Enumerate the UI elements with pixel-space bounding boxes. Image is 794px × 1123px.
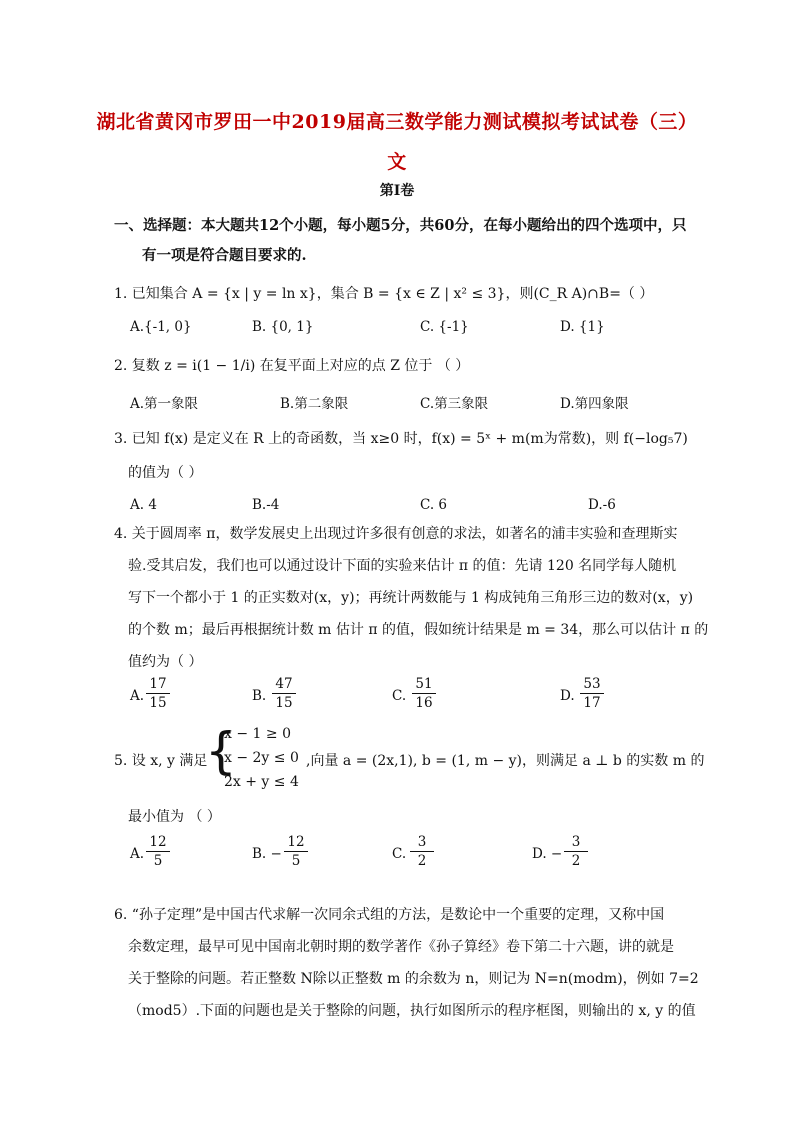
denominator: 15 (275, 695, 293, 711)
numerator: 12 (284, 834, 308, 852)
question-2-stem: 2. 复数 z = i(1 − 1/i) 在复平面上对应的点 Z 位于 （ ） (114, 358, 470, 374)
question-6-stem-line1: 6. “孙子定理”是中国古代求解一次同余式组的方法，是数论中一个重要的定理，又称中国 (114, 907, 665, 923)
question-6-stem-line4: （mod5）.下面的问题也是关于整除的问题，执行如图所示的程序框图，则输出的 x, y 的值 (128, 1003, 696, 1019)
question-2-option-c: C.第三象限 (420, 396, 489, 412)
question-5-option-c-label: C. (392, 846, 407, 862)
question-5-option-b-label: B. − (252, 846, 282, 862)
denominator: 15 (149, 695, 167, 711)
question-1-stem: 1. 已知集合 A = {x | y = ln x}，集合 B = {x ∈ Z | x² ≤ 3}，则(C_R A)∩B=（ ） (114, 286, 654, 302)
question-3-option-a: A. 4 (130, 497, 157, 513)
section-instructions-line2: 有一项是符合题目要求的. (142, 247, 307, 264)
numerator: 3 (564, 834, 588, 852)
question-5-option-c-fraction (410, 834, 434, 869)
question-2-option-d: D.第四象限 (560, 396, 629, 412)
question-4-stem-line5: 值约为（ ） (128, 654, 203, 670)
numerator: 51 (412, 676, 436, 694)
question-3-option-b: B.-4 (252, 497, 280, 513)
section-instructions-line1: 一、选择题：本大题共12个小题，每小题5分，共60分，在每小题给出的四个选项中，只 (114, 217, 687, 234)
numerator: 12 (146, 834, 170, 852)
question-5-stem: ,向量 a = (2x,1), b = (1, m − y)，则满足 a ⊥ b 的实数 m 的 (306, 753, 705, 769)
numerator: 53 (580, 676, 604, 694)
question-5-option-a-fraction (146, 834, 170, 869)
question-3-option-d: D.-6 (588, 497, 616, 513)
denominator: 5 (291, 853, 301, 869)
question-4-option-d-fraction (580, 676, 604, 711)
question-5-prefix: 5. 设 x, y 满足 (114, 753, 208, 769)
question-4-option-b-fraction (272, 676, 296, 711)
question-3-stem-line1: 3. 已知 f(x) 是定义在 R 上的奇函数，当 x≥0 时，f(x) = 5ˣ + m(m为常数)，则 f(−log₅7) (114, 431, 688, 447)
numerator: 17 (146, 676, 170, 694)
question-5-stem-line2: 最小值为 （ ） (128, 809, 221, 825)
denominator: 2 (417, 853, 427, 869)
question-1-option-d: D. {1} (560, 319, 605, 335)
constraint-2: x − 2y ≤ 0 (224, 750, 299, 766)
question-1-option-a: A.{-1, 0} (130, 319, 192, 335)
question-4-stem-line2: 验.受其启发，我们也可以通过设计下面的实验来估计 π 的值：先请 120 名同学每人随机 (128, 558, 677, 574)
question-5-option-d-fraction (564, 834, 588, 869)
question-4-option-a-label: A. (130, 688, 145, 704)
question-5-option-d-label: D. − (532, 846, 563, 862)
question-1-option-c: C. {-1} (420, 319, 469, 335)
question-4-option-b-label: B. (252, 688, 267, 704)
question-4-stem-line4: 的个数 m；最后再根据统计数 m 估计 π 的值，假如统计结果是 m = 34，那么可以估计 π 的 (128, 622, 709, 638)
question-5-option-b-fraction (284, 834, 308, 869)
left-brace: { (205, 722, 237, 780)
denominator: 5 (153, 853, 163, 869)
question-5-option-a-label: A. (130, 846, 145, 862)
question-3-stem-line2: 的值为（ ） (128, 465, 203, 481)
exam-title-subject: 文 (387, 151, 407, 173)
constraint-1: x − 1 ≥ 0 (224, 726, 291, 742)
question-4-option-d-label: D. (560, 688, 575, 704)
denominator: 2 (571, 853, 581, 869)
denominator: 16 (415, 695, 433, 711)
constraint-3: 2x + y ≤ 4 (224, 774, 299, 790)
denominator: 17 (583, 695, 601, 711)
question-4-option-c-label: C. (392, 688, 407, 704)
numerator: 47 (272, 676, 296, 694)
question-2-option-b: B.第二象限 (280, 396, 349, 412)
question-4-option-a-fraction (146, 676, 170, 711)
exam-title: 湖北省黄冈市罗田一中2019届高三数学能力测试模拟考试试卷（三） (96, 111, 698, 133)
question-2-option-a: A.第一象限 (130, 396, 199, 412)
question-1-option-b: B. {0, 1} (252, 319, 314, 335)
question-4-stem-line1: 4. 关于圆周率 π，数学发展史上出现过许多很有创意的求法，如著名的浦丰实验和查理斯实 (114, 526, 678, 542)
question-3-option-c: C. 6 (420, 497, 448, 513)
question-6-stem-line3: 关于整除的问题。若正整数 N除以正整数 m 的余数为 n，则记为 N=n(modm)，例如 7=2 (128, 971, 699, 987)
question-4-option-c-fraction (412, 676, 436, 711)
question-4-stem-line3: 写下一个都小于 1 的正实数对(x，y)；再统计两数能与 1 构成钝角三角形三边的数对(x，y) (128, 590, 694, 606)
question-6-stem-line2: 余数定理，最早可见中国南北朝时期的数学著作《孙子算经》卷下第二十六题，讲的就是 (128, 939, 674, 955)
volume-heading: 第Ⅰ卷 (379, 183, 415, 199)
numerator: 3 (410, 834, 434, 852)
